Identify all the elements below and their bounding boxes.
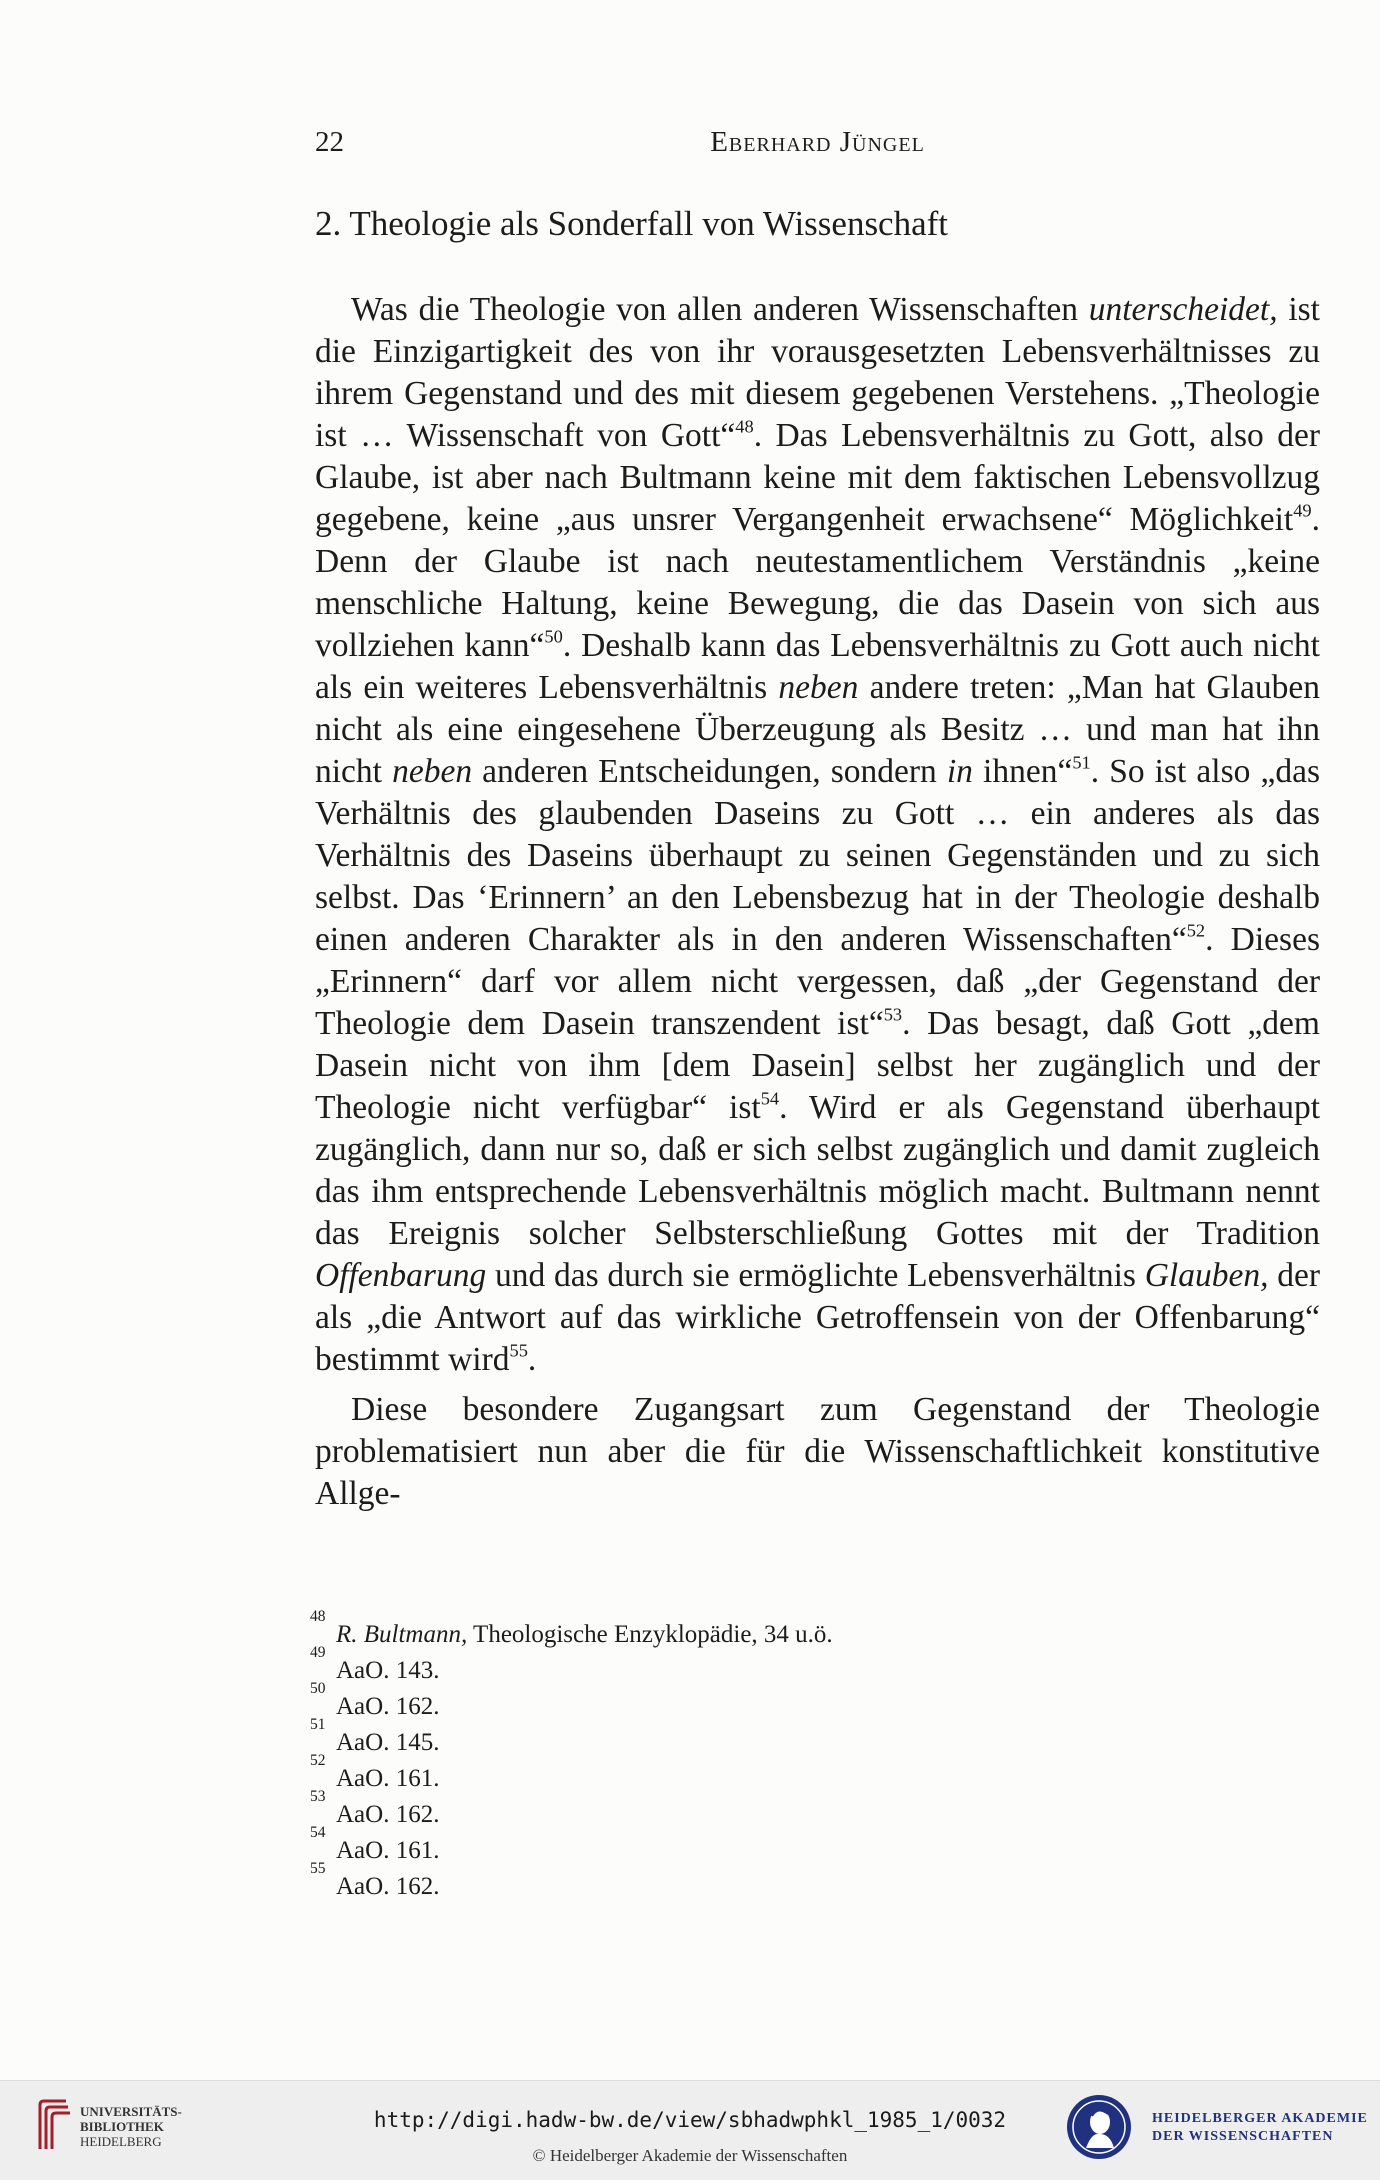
text-run: . Deshalb kann das Lebensverhältnis zu Gott auch nicht als ein weiteres Lebensverhältnis <box>315 627 1320 706</box>
text-run: Was die Theologie von allen anderen Wissenschaften <box>351 291 1089 328</box>
footnote-50 <box>310 1680 1315 1725</box>
text-run: . So ist also „das Verhältnis des glaubenden Daseins zu Gott … ein anderes als das Verhältnis des Daseins überhaupt zu seinen Gegenständen und zu sich selbst. Das ‘Erinnern’ an den Lebensbezug hat in der Theologie deshalb einen anderen Charakter als in den anderen Wissenschaften“ <box>315 753 1320 958</box>
running-title: Eberhard Jüngel <box>710 126 925 158</box>
footnote-text: AaO. 162. <box>336 1873 440 1900</box>
section-heading: 2. Theologie als Sonderfall von Wissenschaft <box>315 204 949 243</box>
paragraph-1 <box>315 289 1320 1381</box>
footnote-ref-51[interactable]: 51 <box>1072 752 1091 773</box>
copyright-notice: © Heidelberger Akademie der Wissenschaften <box>532 2146 848 2165</box>
footnote-number: 52 <box>310 1752 326 1769</box>
text-run: . Das besagt, daß Gott „dem Dasein nicht von ihm [dem Dasein] selbst her zugänglich und der Theologie nicht verfügbar“ ist <box>315 1005 1320 1126</box>
emphasis: Glauben, <box>1144 1257 1269 1294</box>
footnote-text: AaO. 162. <box>336 1693 440 1720</box>
emphasis: unterscheidet, <box>1088 291 1278 328</box>
permalink-url[interactable]: http://digi.hadw-bw.de/view/sbhadwphkl_1985_1/0032 <box>373 2108 1007 2132</box>
footnote-54 <box>310 1824 1315 1869</box>
footnote-author: R. Bultmann, <box>336 1621 468 1648</box>
page-number: 22 <box>315 126 344 158</box>
academy-line-2: DER WISSENSCHAFTEN <box>1152 2129 1334 2144</box>
footnote-number: 51 <box>310 1716 326 1733</box>
academy-line-1: HEIDELBERGER AKADEMIE <box>1152 2111 1368 2126</box>
footnote-ref-54[interactable]: 54 <box>760 1088 780 1109</box>
footnote-text: Theologische Enzyklopädie, 34 u.ö. <box>467 1621 833 1648</box>
text-run: ihnen“ <box>972 753 1073 790</box>
footnote-ref-52[interactable]: 52 <box>1186 920 1206 941</box>
footnote-number: 55 <box>310 1860 326 1877</box>
library-line-3: HEIDELBERG <box>80 2134 162 2149</box>
footnote-text: AaO. 145. <box>336 1729 440 1756</box>
footnote-53 <box>310 1788 1315 1833</box>
footnotes <box>310 1608 1315 1905</box>
footnote-48 <box>310 1608 1315 1653</box>
emphasis: neben <box>392 753 473 790</box>
footnote-ref-55[interactable]: 55 <box>509 1340 528 1361</box>
footnote-text: AaO. 162. <box>336 1801 440 1828</box>
academy-name <box>1152 2110 1368 2146</box>
body-text <box>315 289 1320 1515</box>
emphasis: neben <box>778 669 859 706</box>
footnote-ref-48[interactable]: 48 <box>735 416 754 437</box>
footnote-49 <box>310 1644 1315 1689</box>
text-run: und das durch sie ermöglichte Lebensverhältnis <box>486 1257 1145 1294</box>
footnote-52 <box>310 1752 1315 1797</box>
text-run: andere treten: „Man hat Glauben nicht als eine eingesehene Überzeugung als Besitz … und man hat ihn nicht <box>315 669 1320 790</box>
footnote-51 <box>310 1716 1315 1761</box>
text-run: . Dieses „Erinnern“ darf vor allem nicht vergessen, daß „der Gegenstand der Theologie dem Dasein transzendent ist“ <box>315 921 1320 1042</box>
text-run: . Das Lebensverhältnis zu Gott, also der Glaube, ist aber nach Bultmann keine mit dem faktischen Lebensvollzug gegebene, keine „aus unsrer Vergangenheit erwachsene“ Möglichkeit <box>315 417 1320 538</box>
footnote-ref-50[interactable]: 50 <box>544 626 563 647</box>
emphasis: Offenbarung <box>315 1257 487 1294</box>
running-head <box>315 126 1320 166</box>
emphasis: in <box>946 753 973 790</box>
text-run: . Wird er als Gegenstand überhaupt zugänglich, dann nur so, daß er sich selbst zugänglich und damit zugleich das ihm entsprechende Lebensverhältnis möglich macht. Bultmann nennt das Ereignis solcher Selbsterschließung Gottes mit der Tradition <box>315 1089 1320 1252</box>
text-run: . <box>527 1341 537 1378</box>
footnote-number: 54 <box>310 1824 326 1841</box>
text-run: . Denn der Glaube ist nach neutestamentlichem Verständnis „keine menschliche Haltung, keine Bewegung, die das Dasein von sich aus vollziehen kann“ <box>315 501 1320 664</box>
text-run: ist die Einzigartigkeit des von ihr vorausgesetzten Lebensverhältnisses zu ihrem Gegenstand und des mit diesem gegebenen Verstehens. „Theologie ist … Wissenschaft von Gott“ <box>315 291 1320 454</box>
footnote-55 <box>310 1860 1315 1905</box>
footnote-number: 49 <box>310 1644 326 1661</box>
text-run: der als „die Antwort auf das wirkliche Getroffensein von der Offenbarung“ bestimmt wird <box>315 1257 1320 1378</box>
footnote-ref-53[interactable]: 53 <box>883 1004 903 1025</box>
footnote-ref-49[interactable]: 49 <box>1293 500 1312 521</box>
footnote-number: 48 <box>310 1608 326 1625</box>
library-line-2: BIBLIOTHEK <box>80 2119 164 2134</box>
footnote-text: AaO. 161. <box>336 1765 440 1792</box>
library-line-1: UNIVERSITÄTS- <box>80 2104 182 2119</box>
footnote-text: AaO. 143. <box>336 1657 440 1684</box>
footnote-number: 53 <box>310 1788 326 1805</box>
paragraph-2: Diese besondere Zugangsart zum Gegenstand der Theologie problematisiert nun aber die für die Wissenschaftlichkeit konstitutive Allge- <box>315 1391 1320 1512</box>
footnote-number: 50 <box>310 1680 326 1697</box>
footnote-text: AaO. 161. <box>336 1837 440 1864</box>
text-run: anderen Entscheidungen, sondern <box>472 753 947 790</box>
academy-seal-icon[interactable] <box>1064 2092 1134 2162</box>
